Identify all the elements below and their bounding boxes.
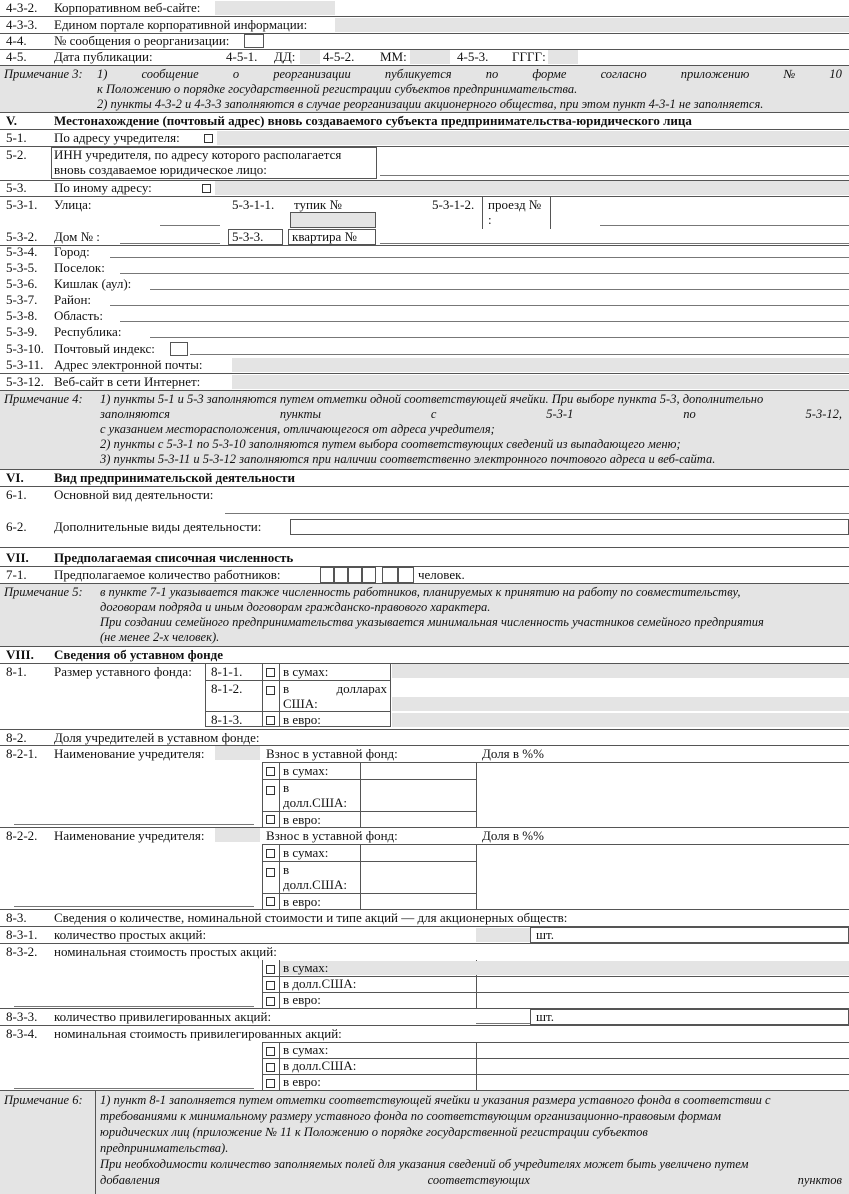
founder-address-input[interactable] (217, 131, 849, 145)
field-label: Веб-сайт в сети Интернет: (54, 374, 201, 389)
field-label: Корпоративном веб-сайте: (54, 0, 201, 15)
row-divider (262, 992, 849, 993)
field-label: : (488, 212, 492, 227)
common-par-sum-checkbox[interactable] (266, 965, 275, 974)
contribution-usd-checkbox[interactable] (266, 786, 275, 795)
field-label: Размер уставного фонда: (54, 664, 192, 679)
divider (360, 844, 361, 909)
item-number: 5-3-1. (6, 197, 38, 212)
unit-label: шт. (536, 1009, 554, 1024)
note-line: заполняются пункты с 5-3-1 по 5-3-12, (100, 407, 842, 421)
day-number: 4-5-1. (226, 49, 258, 64)
divider (262, 844, 263, 909)
item-number: 5-3-7. (6, 292, 38, 307)
employee-count-digit[interactable] (382, 567, 398, 583)
preferred-par-usd-checkbox[interactable] (266, 1063, 275, 1072)
divider (476, 1042, 477, 1090)
field-label: Дата публикации: (54, 49, 153, 64)
currency-label: в (283, 862, 290, 877)
field-label: Улица: (54, 197, 92, 212)
note-line: требованиями к минимальному размеру уставного фонда по соответствующим организационно-правовым формам (100, 1109, 721, 1123)
note-label: Примечание 4: (4, 392, 83, 406)
unit-frame (530, 1009, 849, 1025)
founder-name-line (14, 893, 254, 907)
field-label: Предполагаемое количество работников: (54, 567, 281, 582)
row-divider (262, 1074, 849, 1075)
column-header: Взнос в уставной фонд: (266, 746, 398, 761)
month-input[interactable] (410, 50, 450, 64)
field-label: Адрес электронной почты: (54, 357, 203, 372)
divider (360, 762, 361, 827)
divider (476, 844, 477, 909)
note-label: Примечание 6: (4, 1093, 83, 1107)
field-label: номинальная стоимость простых акций: (54, 944, 277, 959)
month-label: ММ: (380, 49, 407, 64)
currency-label: в сумах: (283, 763, 329, 778)
note-line: При создании семейного предпринимательства указывается минимальная численность участников семейного предприятия (100, 615, 764, 629)
contribution-usd-checkbox[interactable] (266, 868, 275, 877)
section-title: Предполагаемая списочная численность (54, 550, 294, 565)
item-number: 7-1. (6, 567, 27, 582)
currency-label: в долл.США: (283, 976, 357, 991)
divider (279, 762, 280, 827)
city-input[interactable] (110, 244, 849, 258)
common-par-usd-checkbox[interactable] (266, 981, 275, 990)
row-divider (262, 779, 477, 780)
row-divider (0, 196, 849, 197)
section-title: Вид предпринимательской деятельности (54, 470, 295, 485)
item-number: 5-1. (6, 130, 27, 145)
year-input[interactable] (548, 50, 578, 64)
note-line: к Положению о порядке государственной регистрации субъектов предпринимательства. (97, 82, 578, 96)
fund-sum-checkbox[interactable] (266, 668, 275, 677)
email-input[interactable] (232, 358, 849, 372)
currency-label: в сумах: (283, 960, 329, 975)
note-label: Примечание 3: (4, 67, 83, 81)
currency-label: в евро: (283, 1074, 321, 1089)
field-label: Кишлак (аул): (54, 276, 132, 291)
founder-inn-frame (51, 147, 377, 179)
passage-input[interactable] (600, 212, 849, 226)
row-divider (262, 861, 477, 862)
field-label: Едином портале корпоративной информации: (54, 17, 308, 32)
field-label: Основной вид деятельности: (54, 487, 214, 502)
divider (279, 663, 280, 727)
note-line: 1) сообщение о реорганизации публикуется по форме согласно приложению № 10 (97, 67, 842, 81)
street-input[interactable] (160, 212, 220, 226)
note-line: предпринимательства). (100, 1141, 229, 1155)
note-line: договорам подряда и иным договорам гражданско-правового характера. (100, 600, 491, 614)
note-line: 2) пункты с 5-3-1 по 5-3-10 заполняются путем выбора соответствующих сведений из выпадающего меню; (100, 437, 681, 451)
field-label: Наименование учредителя: (54, 828, 205, 843)
reorganization-number-input[interactable] (244, 34, 264, 48)
field-label: Поселок: (54, 260, 105, 275)
year-number: 4-5-3. (457, 49, 489, 64)
item-number: 5-3-2. (6, 229, 38, 244)
item-number: 5-3-12. (6, 374, 44, 389)
item-number: 5-3-10. (6, 341, 44, 356)
field-label: количество простых акций: (54, 927, 207, 942)
item-number: 8-2-2. (6, 828, 38, 843)
district-input[interactable] (110, 292, 849, 306)
section-number: VIII. (6, 647, 34, 662)
unit-label: шт. (536, 927, 554, 942)
item-number: 6-1. (6, 487, 27, 502)
unit-label: человек. (418, 567, 465, 582)
fund-eur-checkbox[interactable] (266, 716, 275, 725)
field-label: Дополнительные виды деятельности: (54, 519, 262, 534)
divider (95, 1091, 96, 1194)
currency-label: в (283, 780, 290, 795)
item-number: 8-1-3. (211, 712, 243, 727)
item-number: 8-3-3. (6, 1009, 38, 1024)
item-number: 5-3-5. (6, 260, 38, 275)
employee-count-digit[interactable] (362, 567, 376, 583)
fund-usd-checkbox[interactable] (266, 686, 275, 695)
field-label: тупик № (294, 197, 342, 212)
item-number: 5-2. (6, 147, 27, 162)
item-number: 8-3-2. (6, 944, 38, 959)
field-label: квартира № (292, 229, 357, 244)
common-par-sum-input[interactable] (280, 961, 849, 975)
year-label: ГГГГ: (512, 49, 546, 64)
item-number: 8-2. (6, 730, 27, 745)
field-label: Сведения о количестве, номинальной стоимости и типе акций — для акционерных обществ: (54, 910, 568, 925)
day-input[interactable] (300, 50, 320, 64)
currency-label: в сумах: (283, 845, 329, 860)
field-label: По иному адресу: (54, 180, 152, 195)
divider (550, 197, 551, 229)
note-line: При необходимости количество заполняемых полей для указания сведений об учредителях может быть увеличено путем (100, 1157, 749, 1171)
item-number: 4-3-3. (6, 17, 38, 32)
additional-activity-input[interactable] (290, 519, 849, 535)
item-number: 5-3-11. (6, 357, 44, 372)
column-header: Доля в %% (482, 746, 544, 761)
item-number: 6-2. (6, 519, 27, 534)
currency-label: долл.США: (283, 795, 347, 810)
field-label: По адресу учредителя: (54, 130, 180, 145)
common-par-eur-checkbox[interactable] (266, 997, 275, 1006)
common-shares-input[interactable] (476, 928, 530, 942)
field-label: Дом № : (54, 229, 100, 244)
preferred-par-line (14, 1075, 254, 1089)
employee-count-digit[interactable] (320, 567, 334, 583)
preferred-par-sum-checkbox[interactable] (266, 1047, 275, 1056)
website-input[interactable] (232, 375, 849, 389)
field-label: Республика: (54, 324, 122, 339)
item-number: 8-1. (6, 664, 27, 679)
postal-code-line (190, 341, 849, 355)
row-divider (262, 762, 849, 763)
item-number: 4-3-2. (6, 0, 38, 15)
field-label: Город: (54, 244, 90, 259)
employee-count-digit[interactable] (334, 567, 348, 583)
field-label: Наименование учредителя: (54, 746, 205, 761)
column-header: Взнос в уставной фонд: (266, 828, 398, 843)
item-number: 8-1-2. (211, 681, 243, 696)
currency-label: США: (283, 696, 318, 711)
currency-label: в евро: (283, 712, 321, 727)
founder-inn-input[interactable] (380, 162, 849, 176)
other-address-checkbox[interactable] (202, 184, 211, 193)
item-number: 5-3. (6, 180, 27, 195)
section-number: VI. (6, 470, 24, 485)
row-divider (262, 844, 849, 845)
section-number: V. (6, 113, 17, 128)
field-label: Область: (54, 308, 103, 323)
note-label: Примечание 5: (4, 585, 83, 599)
apartment-input[interactable] (380, 230, 849, 244)
preferred-par-eur-checkbox[interactable] (266, 1079, 275, 1088)
divider (262, 762, 263, 827)
divider (482, 197, 483, 229)
preferred-shares-input[interactable] (476, 1010, 530, 1024)
field-label: № сообщения о реорганизации: (54, 33, 230, 48)
field-label: количество привилегированных акций: (54, 1009, 272, 1024)
item-number: 4-4. (6, 33, 27, 48)
divider (262, 663, 263, 727)
currency-label: в долл.США: (283, 1058, 357, 1073)
month-number: 4-5-2. (323, 49, 355, 64)
field-label: Район: (54, 292, 92, 307)
settlement-input[interactable] (120, 260, 849, 274)
fund-sum-input[interactable] (392, 664, 849, 678)
item-number: 8-1-1. (211, 664, 243, 679)
item-number: 8-3. (6, 910, 27, 925)
field-label: проезд № (488, 197, 542, 212)
common-par-line (14, 993, 254, 1007)
note-line: добавления соответствующих пунктов (100, 1173, 842, 1187)
currency-label: в евро: (283, 894, 321, 909)
currency-label: долл.США: (283, 877, 347, 892)
note-line: 1) пункты 5-1 и 5-3 заполняются путем отметки одной соответствующей ячейки. При выборе пункта 5-3, дополнительно (100, 392, 764, 406)
divider (262, 960, 263, 1008)
currency-label: в евро: (283, 812, 321, 827)
item-number: 5-3-9. (6, 324, 38, 339)
item-number: 5-3-3. (232, 229, 264, 244)
item-number: 5-3-1-1. (232, 197, 275, 212)
dead-end-input[interactable] (290, 212, 376, 228)
corporate-portal-input[interactable] (335, 18, 849, 32)
currency-label: в евро: (283, 992, 321, 1007)
section-number: VII. (6, 550, 29, 565)
item-number: 8-3-1. (6, 927, 38, 942)
row-divider (0, 547, 849, 548)
founder-name-input[interactable] (215, 746, 260, 760)
unit-frame (530, 927, 849, 943)
item-number: 5-3-6. (6, 276, 38, 291)
item-number: 5-3-8. (6, 308, 38, 323)
field-label: вновь создаваемое юридическое лицо: (54, 162, 267, 177)
divider (279, 844, 280, 909)
section-title: Сведения об уставном фонде (54, 647, 223, 662)
day-label: ДД: (274, 49, 296, 64)
founder-name-input[interactable] (215, 828, 260, 842)
item-number: 8-2-1. (6, 746, 38, 761)
note-line: 1) пункт 8-1 заполняется путем отметки соответствующей ячейки и указания размера уставного фонда в соответствии с (100, 1093, 771, 1107)
contribution-eur-checkbox[interactable] (266, 897, 275, 906)
field-label: ИНН учредителя, по адресу которого располагается (54, 147, 342, 162)
item-number: 8-3-4. (6, 1026, 38, 1041)
divider (476, 762, 477, 827)
contribution-sum-checkbox[interactable] (266, 767, 275, 776)
note-line: юридических лиц (приложение № 11 к Положению о порядке государственной регистрации субъектов (100, 1125, 648, 1139)
column-header: Доля в %% (482, 828, 544, 843)
item-number: 5-3-4. (6, 244, 38, 259)
currency-label: в сумах: (283, 664, 329, 679)
region-input[interactable] (120, 308, 849, 322)
section-title: Местонахождение (почтовый адрес) вновь создаваемого субъекта предпринимательства-юридического лица (54, 113, 692, 128)
founder-address-checkbox[interactable] (204, 134, 213, 143)
item-number: 4-5. (6, 49, 27, 64)
divider (262, 1042, 263, 1090)
note-line: в пункте 7-1 указывается также численность работников, планируемых к принятию на работу по совместительству, (100, 585, 741, 599)
contribution-sum-checkbox[interactable] (266, 849, 275, 858)
corporate-website-input[interactable] (215, 1, 335, 15)
currency-label: в сумах: (283, 1042, 329, 1057)
fund-eur-input[interactable] (392, 713, 849, 727)
postal-code-input[interactable] (170, 342, 188, 356)
main-activity-input[interactable] (225, 500, 849, 514)
employee-count-digit[interactable] (348, 567, 362, 583)
currency-label: в долларах (283, 681, 387, 696)
house-input[interactable] (120, 230, 220, 244)
note-line: (не менее 2-х человек). (100, 630, 220, 644)
note-line: 2) пункты 4-3-2 и 4-3-3 заполняются в случае реорганизации акционерного общества, при этом пункт 4-3-1 не заполняется. (97, 97, 764, 111)
republic-input[interactable] (150, 324, 849, 338)
other-address-input[interactable] (215, 181, 849, 195)
item-number: 5-3-1-2. (432, 197, 475, 212)
divider (279, 1042, 280, 1090)
village-input[interactable] (150, 276, 849, 290)
field-label: номинальная стоимость привилегированных акций: (54, 1026, 342, 1041)
contribution-eur-checkbox[interactable] (266, 815, 275, 824)
founder-name-line (14, 811, 254, 825)
row-divider (262, 1042, 849, 1043)
field-label: Почтовый индекс: (54, 341, 155, 356)
note-line: с указанием месторасположения, отличающегося от адреса учредителя; (100, 422, 495, 436)
fund-usd-input[interactable] (392, 697, 849, 711)
field-label: Доля учредителей в уставном фонде: (54, 730, 260, 745)
employee-count-digit[interactable] (398, 567, 414, 583)
note-line: 3) пункты 5-3-11 и 5-3-12 заполняются при наличии соответственно электронного почтового адреса и веб-сайта. (100, 452, 716, 466)
